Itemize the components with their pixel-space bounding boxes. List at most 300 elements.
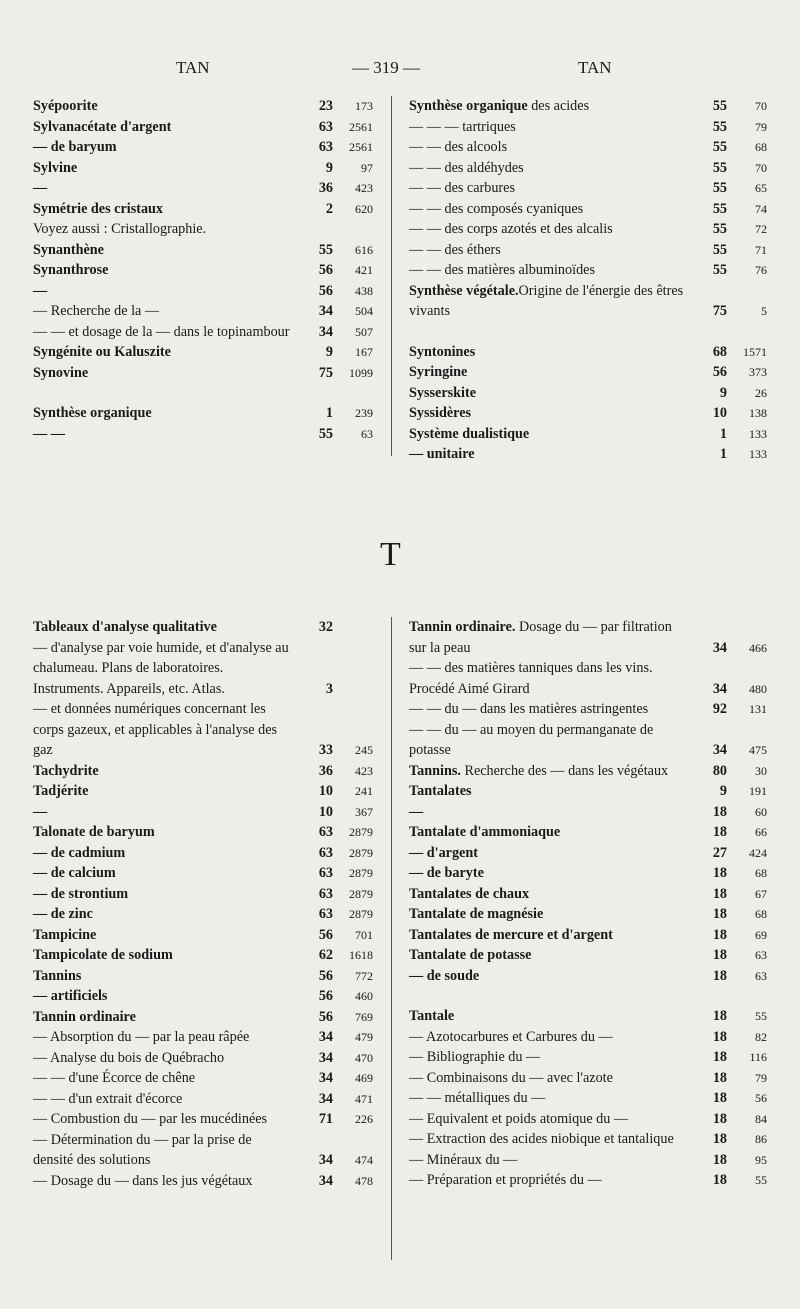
volume-number: 75: [318, 364, 333, 381]
page-reference: 63: [755, 948, 767, 962]
volume-number: 1: [719, 425, 727, 442]
volume-number: 34: [318, 323, 333, 340]
volume-number: 18: [712, 1049, 727, 1065]
index-entry: [33, 137, 373, 158]
page-reference: 2879: [349, 845, 373, 860]
entry-heading: — Azotocarbures et Carbures du —: [409, 1028, 613, 1045]
index-entry: [33, 863, 373, 884]
page-header: [0, 58, 800, 82]
page-reference: 2879: [349, 907, 373, 921]
entry-spacer: [33, 383, 373, 403]
page-reference: 56: [755, 1091, 767, 1105]
index-entry: [33, 219, 373, 240]
volume-number: 9: [325, 159, 333, 176]
page-reference: 116: [749, 1050, 767, 1064]
volume-number: 33: [318, 742, 333, 758]
page-reference: 507: [355, 324, 373, 339]
entry-heading: Système dualistique: [409, 425, 530, 442]
entry-heading: — — d'un extrait d'écorce: [33, 1090, 183, 1107]
index-entry: [409, 720, 767, 761]
entry-text: [33, 219, 373, 240]
index-entry: [409, 781, 767, 802]
volume-number: 18: [712, 885, 727, 902]
index-entry: [33, 1027, 373, 1048]
index-entry: [33, 1007, 373, 1028]
entry-heading: — — métalliques du —: [409, 1090, 546, 1106]
index-entry: [33, 281, 373, 302]
page-reference: 26: [755, 385, 767, 400]
entry-heading: — Bibliographie du —: [409, 1049, 541, 1065]
index-entry: [33, 761, 373, 782]
page-reference: 469: [355, 1071, 373, 1085]
page-reference: 423: [355, 763, 373, 778]
volume-number: 1: [719, 446, 727, 462]
volume-number: 56: [318, 988, 333, 1004]
page-reference: 95: [755, 1152, 767, 1167]
volume-number: 36: [318, 762, 333, 779]
page-reference: 475: [749, 743, 767, 757]
volume-number: 55: [712, 241, 727, 258]
page-reference: 504: [355, 304, 373, 318]
entry-heading: Sylvanacétate d'argent: [33, 118, 172, 135]
entry-heading: — Combinaisons du — avec l'azote: [409, 1069, 613, 1086]
entry-heading: Symétrie des cristaux: [33, 200, 164, 217]
index-entry: [409, 1088, 767, 1109]
page-number: — 319 —: [352, 58, 420, 77]
volume-number: 63: [318, 118, 333, 135]
volume-number: 18: [712, 1172, 727, 1188]
page-reference: 373: [749, 365, 767, 379]
index-entry: [33, 904, 373, 925]
index-column-bottom-left: [33, 617, 373, 1191]
entry-heading: — de baryte: [409, 865, 484, 881]
index-entry: [409, 1027, 767, 1048]
page-reference: 438: [355, 283, 373, 298]
entry-heading: Syringine: [409, 364, 468, 380]
index-entry: [33, 322, 373, 343]
volume-number: 18: [712, 803, 727, 820]
volume-number: 18: [712, 1008, 727, 1024]
entry-heading: — — des matières tanniques dans les vins. Procédé Aimé Girard: [409, 660, 653, 697]
index-entry: [33, 699, 373, 761]
page-reference: 2879: [349, 886, 373, 901]
entry-heading: — — des alcools: [409, 139, 508, 155]
index-entry: [33, 638, 373, 700]
index-entry: [409, 424, 767, 445]
index-entry: [409, 1150, 767, 1171]
entry-heading: — — — tartriques: [409, 118, 516, 135]
volume-number: 56: [318, 1008, 333, 1025]
volume-number: 55: [712, 221, 727, 237]
index-entry: [33, 1130, 373, 1171]
index-entry: [409, 617, 767, 658]
entry-heading: Synthèse organique: [33, 405, 152, 421]
volume-number: 10: [712, 405, 727, 421]
volume-number: 34: [318, 1070, 333, 1086]
index-entry: [33, 342, 373, 363]
index-entry: [409, 904, 767, 925]
entry-heading: — Recherche de la —: [33, 303, 160, 319]
index-entry: [33, 301, 373, 322]
page-reference: 133: [749, 426, 767, 441]
index-entry: [409, 1047, 767, 1068]
index-entry: [33, 363, 373, 384]
page-reference: 1099: [349, 365, 373, 380]
volume-number: 80: [712, 762, 727, 779]
index-entry: [33, 1171, 373, 1192]
volume-number: 3: [325, 680, 333, 697]
index-column-bottom-right: [409, 617, 767, 1191]
page-reference: 616: [355, 242, 373, 257]
entry-heading: Syntonines: [409, 343, 476, 360]
index-entry: [409, 925, 767, 946]
page-reference: 167: [355, 345, 373, 359]
index-entry: [33, 424, 373, 445]
entry-heading: Syépoorite: [33, 98, 98, 114]
index-entry: [409, 219, 767, 240]
volume-number: 18: [712, 865, 727, 881]
entry-heading: Synthèse végétale.: [409, 282, 519, 299]
index-entry: [33, 260, 373, 281]
page-reference: 424: [749, 845, 767, 860]
page-reference: 131: [749, 702, 767, 716]
entry-heading: — Dosage du — dans les jus végétaux: [33, 1172, 253, 1189]
page-reference: 63: [755, 968, 767, 983]
page-reference: 478: [355, 1173, 373, 1188]
page-reference: 55: [755, 1009, 767, 1023]
entry-heading: Tantalates: [409, 783, 472, 799]
entry-continuation: Recherche des — dans les végétaux: [460, 762, 669, 779]
entry-heading: — — du — dans les matières astringentes: [409, 701, 649, 717]
volume-number: 55: [712, 262, 727, 278]
index-entry: [409, 383, 767, 404]
entry-heading: — Equivalent et poids atomique du —: [409, 1110, 629, 1127]
entry-heading: — — des matières albuminoïdes: [409, 262, 595, 278]
page-reference: 72: [755, 222, 767, 236]
index-entry: [33, 802, 373, 823]
volume-number: 9: [325, 344, 333, 360]
index-entry: [409, 444, 767, 465]
index-entry: [33, 1089, 373, 1110]
page-reference: 480: [749, 681, 767, 696]
index-entry: [409, 802, 767, 823]
page-reference: 55: [755, 1173, 767, 1187]
entry-heading: —: [409, 803, 424, 820]
volume-number: 55: [712, 118, 727, 135]
volume-number: 56: [712, 364, 727, 380]
entry-heading: — —: [33, 425, 65, 442]
entry-heading: Tantalates de chaux: [409, 885, 530, 902]
page-reference: 241: [355, 784, 373, 798]
index-entry: [409, 403, 767, 424]
page-reference: 620: [355, 201, 373, 216]
entry-heading: Synthèse organique: [409, 98, 528, 114]
entry-heading: — de soude: [409, 967, 480, 984]
index-entry: [409, 342, 767, 363]
index-entry: [409, 863, 767, 884]
entry-heading: —: [33, 803, 48, 820]
entry-heading: Syngénite ou Kaluszite: [33, 344, 171, 360]
index-entry: [409, 137, 767, 158]
index-entry: [409, 1109, 767, 1130]
entry-heading: Talonate de baryum: [33, 824, 155, 840]
volume-number: 18: [712, 1131, 727, 1147]
entry-heading: — unitaire: [409, 446, 475, 462]
page-reference: 2561: [349, 140, 373, 154]
index-entry: [409, 199, 767, 220]
index-entry: [409, 281, 767, 322]
volume-number: 27: [712, 844, 727, 861]
volume-number: 55: [712, 98, 727, 114]
page-reference: 63: [361, 426, 373, 441]
entry-heading: — — des carbures: [409, 180, 515, 196]
entry-heading: Syssidères: [409, 405, 472, 421]
page-reference: 421: [355, 263, 373, 277]
index-entry: [409, 884, 767, 905]
index-entry: [33, 199, 373, 220]
volume-number: 18: [712, 1151, 727, 1168]
volume-number: 56: [318, 926, 333, 943]
index-entry: [33, 117, 373, 138]
volume-number: 10: [318, 783, 333, 799]
volume-number: 34: [318, 1049, 333, 1066]
volume-number: 18: [712, 1090, 727, 1106]
volume-number: 1: [325, 405, 333, 421]
index-entry: [33, 240, 373, 261]
volume-number: 71: [318, 1111, 333, 1127]
index-entry: [33, 403, 373, 424]
page-reference: 79: [755, 119, 767, 134]
page-reference: 70: [755, 99, 767, 113]
index-entry: [33, 966, 373, 987]
entry-heading: — — et dosage de la — dans le topinambour: [33, 323, 290, 340]
entry-heading: — de zinc: [33, 906, 93, 922]
entry-heading: — Extraction des acides niobique et tantalique: [409, 1131, 674, 1147]
page-reference: 1571: [743, 344, 767, 359]
page-reference: 84: [755, 1111, 767, 1126]
entry-heading: — artificiels: [33, 988, 108, 1004]
volume-number: 34: [318, 1152, 333, 1168]
page-reference: 68: [755, 907, 767, 921]
entry-heading: Synovine: [33, 364, 89, 381]
page-reference: 479: [355, 1030, 373, 1044]
volume-number: 63: [318, 824, 333, 840]
index-entry: [409, 96, 767, 117]
entry-heading: Tantalate de magnésie: [409, 906, 544, 922]
index-entry: [409, 966, 767, 987]
index-entry: [33, 884, 373, 905]
index-entry: [33, 843, 373, 864]
entry-heading: — — des aldéhydes: [409, 159, 524, 176]
volume-number: 55: [712, 139, 727, 155]
volume-number: 36: [318, 180, 333, 196]
volume-number: 18: [712, 906, 727, 922]
entry-spacer: [409, 986, 767, 1006]
volume-number: 55: [318, 241, 333, 258]
entry-heading: Tannins: [33, 967, 82, 984]
index-entry: [409, 843, 767, 864]
index-entry: [409, 1129, 767, 1150]
entry-heading: — Minéraux du —: [409, 1151, 518, 1168]
entry-heading: — — du — au moyen du permanganate de potasse: [409, 721, 654, 758]
page-reference: 772: [355, 968, 373, 983]
index-entry: [33, 1068, 373, 1089]
entry-heading: — d'analyse par voie humide, et d'analyse au chalumeau. Plans de laboratoires. Instruments. Appareils, etc. Atlas.: [33, 639, 289, 697]
index-entry: [409, 117, 767, 138]
volume-number: 62: [318, 947, 333, 963]
index-entry: [33, 1048, 373, 1069]
page-reference: 2561: [349, 119, 373, 134]
page-reference: 97: [361, 160, 373, 175]
index-entry: [33, 158, 373, 179]
page-reference: 423: [355, 181, 373, 195]
page-reference: 191: [749, 784, 767, 798]
volume-number: 34: [712, 742, 727, 758]
volume-number: 63: [318, 844, 333, 861]
section-letter: T: [380, 536, 401, 573]
entry-heading: — de strontium: [33, 885, 129, 902]
volume-number: 34: [712, 680, 727, 697]
index-entry: [33, 96, 373, 117]
volume-number: 68: [712, 343, 727, 360]
volume-number: 63: [318, 865, 333, 881]
page-reference: 226: [355, 1112, 373, 1126]
entry-heading: — et données numériques concernant les corps gazeux, et applicables à l'analyse des gaz: [33, 701, 278, 758]
volume-number: 56: [318, 967, 333, 984]
page-reference: 60: [755, 804, 767, 819]
index-entry: [409, 158, 767, 179]
header-left: TAN: [176, 58, 210, 77]
entry-heading: Sysserskite: [409, 384, 476, 401]
entry-heading: Tadjérite: [33, 783, 89, 799]
entry-heading: — d'argent: [409, 844, 478, 861]
index-entry: [33, 617, 373, 638]
volume-number: 63: [318, 906, 333, 922]
page-reference: 1618: [349, 948, 373, 962]
entry-heading: — Combustion du — par les mucédinées: [33, 1111, 268, 1127]
entry-heading: Voyez aussi : Cristallographie.: [33, 221, 207, 237]
page-reference: 239: [355, 406, 373, 420]
entry-heading: Tannin ordinaire: [33, 1008, 136, 1025]
entry-heading: —: [33, 180, 48, 196]
index-entry: [409, 1170, 767, 1191]
volume-number: 55: [712, 180, 727, 196]
page-reference: 65: [755, 181, 767, 195]
entry-heading: — de calcium: [33, 865, 116, 881]
header-right: TAN: [578, 58, 612, 77]
page-reference: 66: [755, 825, 767, 839]
volume-number: 9: [719, 384, 727, 401]
entry-heading: — Analyse du bois de Québracho: [33, 1049, 225, 1066]
entry-heading: Tantalate d'ammoniaque: [409, 824, 561, 840]
entry-heading: — Absorption du — par la peau râpée: [33, 1029, 250, 1045]
index-entry: [409, 260, 767, 281]
page-reference: 30: [755, 763, 767, 778]
entry-heading: Tachydrite: [33, 762, 99, 779]
volume-number: 63: [318, 139, 333, 155]
volume-number: 63: [318, 885, 333, 902]
page-reference: 460: [355, 989, 373, 1003]
page-reference: 68: [755, 140, 767, 154]
index-entry: [409, 699, 767, 720]
index-entry: [33, 945, 373, 966]
entry-continuation: Dosage du — par filtration sur la peau: [409, 619, 672, 656]
volume-number: 23: [318, 98, 333, 114]
page-reference: 769: [355, 1009, 373, 1024]
page-reference: 5: [761, 304, 767, 318]
entry-heading: Tantale: [409, 1008, 455, 1024]
entry-heading: Sylvine: [33, 159, 78, 176]
index-entry: [409, 178, 767, 199]
index-entry: [409, 658, 767, 699]
entry-heading: Tantalate de potasse: [409, 947, 532, 963]
entry-heading: Tantalates de mercure et d'argent: [409, 926, 613, 943]
entry-heading: Tableaux d'analyse qualitative: [33, 619, 217, 635]
index-entry: [409, 761, 767, 782]
volume-number: 18: [712, 947, 727, 963]
page-reference: 471: [355, 1091, 373, 1106]
volume-number: 18: [712, 1069, 727, 1086]
entry-heading: Tampicine: [33, 926, 97, 943]
page-reference: 86: [755, 1132, 767, 1146]
volume-number: 75: [712, 303, 727, 319]
volume-number: 56: [318, 282, 333, 299]
page-reference: 67: [755, 886, 767, 901]
page-reference: 71: [755, 242, 767, 257]
volume-number: 2: [325, 200, 333, 217]
volume-number: 10: [318, 803, 333, 820]
column-divider: [391, 96, 392, 456]
entry-heading: — de baryum: [33, 139, 117, 155]
page-reference: 68: [755, 866, 767, 880]
index-entry: [33, 178, 373, 199]
index-entry: [409, 945, 767, 966]
page-reference: 79: [755, 1070, 767, 1085]
volume-number: 18: [712, 967, 727, 984]
index-entry: [33, 925, 373, 946]
page-reference: 173: [355, 99, 373, 113]
page-reference: 70: [755, 160, 767, 175]
index-entry: [33, 986, 373, 1007]
page-reference: 2879: [349, 866, 373, 880]
volume-number: 55: [712, 159, 727, 176]
page-reference: 466: [749, 640, 767, 655]
index-column-top-right: [409, 96, 767, 465]
entry-heading: Tannin ordinaire.: [409, 619, 516, 635]
index-entry: [409, 822, 767, 843]
page-reference: 701: [355, 927, 373, 942]
column-divider: [391, 617, 392, 1260]
entry-heading: — Détermination du — par la prise de densité des solutions: [33, 1131, 252, 1168]
volume-number: 34: [318, 1029, 333, 1045]
volume-number: 92: [712, 701, 727, 717]
entry-heading: —: [33, 282, 48, 299]
entry-heading: — — d'une Écorce de chêne: [33, 1070, 196, 1086]
entry-continuation: des acides: [527, 98, 590, 114]
index-entry: [33, 1109, 373, 1130]
page-reference: 367: [355, 804, 373, 819]
entry-heading: Tampicolate de sodium: [33, 947, 173, 963]
index-entry: [409, 1006, 767, 1027]
page-reference: 138: [749, 406, 767, 420]
volume-number: 18: [712, 1028, 727, 1045]
volume-number: 56: [318, 262, 333, 278]
entry-heading: — — des corps azotés et des alcalis: [409, 221, 613, 237]
entry-heading: — de cadmium: [33, 844, 126, 861]
entry-heading: — Préparation et propriétés du —: [409, 1172, 602, 1188]
page-reference: 245: [355, 743, 373, 757]
volume-number: 34: [318, 303, 333, 319]
